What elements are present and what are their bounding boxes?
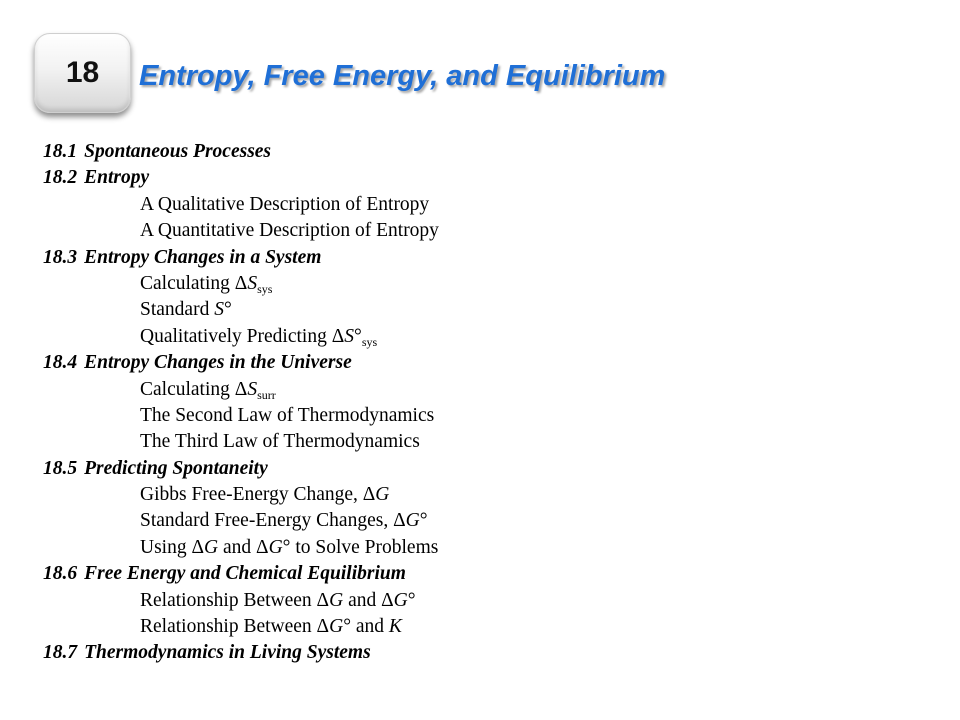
- toc-subsection: [43, 403, 439, 429]
- section-title: Predicting Spontaneity: [84, 457, 268, 479]
- subsection-text: Standard Free-Energy Changes, Δ: [140, 510, 406, 532]
- subsection-text: °: [354, 325, 362, 347]
- subsection-text: ° and: [343, 616, 389, 638]
- chapter-badge: [34, 33, 131, 113]
- toc-section: [43, 640, 439, 666]
- toc-subsection: [43, 508, 439, 534]
- toc-section: [43, 139, 439, 165]
- section-number: 18.4: [43, 352, 78, 374]
- subsection-text: Using Δ: [140, 536, 205, 558]
- section-title: Entropy Changes in a System: [84, 246, 322, 268]
- symbol-text: G: [268, 536, 283, 558]
- section-number: 18.1: [43, 141, 78, 162]
- symbol-text: S: [344, 325, 354, 347]
- section-number: 18.6: [43, 563, 78, 585]
- toc-section: [43, 245, 439, 271]
- section-title: Free Energy and Chemical Equilibrium: [84, 563, 406, 585]
- subsection-text: ° to Solve Problems: [282, 536, 439, 558]
- section-number: 18.5: [43, 457, 78, 479]
- subsection-text: Relationship Between Δ: [140, 616, 330, 638]
- toc-subsection: [43, 588, 439, 614]
- symbol-text: G: [405, 510, 420, 532]
- section-number: 18.2: [43, 167, 78, 189]
- toc-subsection: [43, 482, 439, 508]
- subscript-text: surr: [257, 387, 276, 402]
- subsection-text: A Quantitative Description of Entropy: [140, 220, 439, 242]
- subsection-text: °: [223, 299, 232, 321]
- subscript-text: sys: [361, 334, 378, 349]
- toc-subsection: [43, 429, 439, 455]
- section-number: 18.3: [43, 246, 78, 268]
- symbol-text: K: [388, 616, 402, 638]
- subsection-text: The Second Law of Thermodynamics: [140, 404, 435, 426]
- toc-section: [43, 561, 439, 587]
- symbol-text: S: [247, 272, 258, 294]
- subsection-text: Calculating Δ: [140, 272, 248, 294]
- subsection-text: Standard: [140, 299, 215, 321]
- toc-subsection: [43, 535, 439, 561]
- toc-section: [43, 350, 439, 376]
- section-title: Entropy Changes in the Universe: [84, 352, 352, 374]
- subsection-text: °: [419, 510, 428, 532]
- section-title: Entropy: [84, 167, 150, 189]
- toc-subsection: [43, 192, 439, 218]
- symbol-text: G: [204, 536, 219, 558]
- subsection-text: Qualitatively Predicting Δ: [140, 325, 345, 347]
- subsection-text: °: [407, 589, 416, 611]
- symbol-text: S: [247, 378, 258, 400]
- toc-subsection: [43, 377, 439, 403]
- symbol-text: G: [375, 484, 390, 506]
- toc-subsection: [43, 271, 439, 297]
- section-number: 18.7: [43, 642, 78, 664]
- toc-subsection: [43, 324, 439, 350]
- subscript-text: sys: [257, 281, 273, 296]
- subsection-text: and Δ: [218, 536, 269, 558]
- symbol-text: G: [329, 616, 344, 638]
- symbol-text: G: [393, 589, 408, 611]
- chapter-title: Entropy, Free Energy, and Equilibrium: [139, 60, 666, 92]
- subsection-text: The Third Law of Thermodynamics: [140, 431, 420, 453]
- subsection-text: Calculating Δ: [140, 378, 248, 400]
- toc-section: [43, 165, 439, 191]
- chapter-number: 18: [65, 56, 100, 89]
- section-title: Thermodynamics in Living Systems: [84, 642, 371, 664]
- toc-subsection: [43, 218, 439, 244]
- section-title: Spontaneous Processes: [84, 141, 272, 162]
- toc-subsection: [43, 297, 439, 323]
- subsection-text: A Qualitative Description of Entropy: [140, 193, 430, 215]
- toc-section: [43, 456, 439, 482]
- subsection-text: Relationship Between Δ: [140, 589, 330, 611]
- symbol-text: G: [329, 589, 344, 611]
- subsection-text: and Δ: [343, 589, 394, 611]
- table-of-contents: [43, 139, 439, 667]
- toc-subsection: [43, 614, 439, 640]
- symbol-text: S: [214, 299, 224, 321]
- subsection-text: Gibbs Free-Energy Change, Δ: [140, 484, 376, 506]
